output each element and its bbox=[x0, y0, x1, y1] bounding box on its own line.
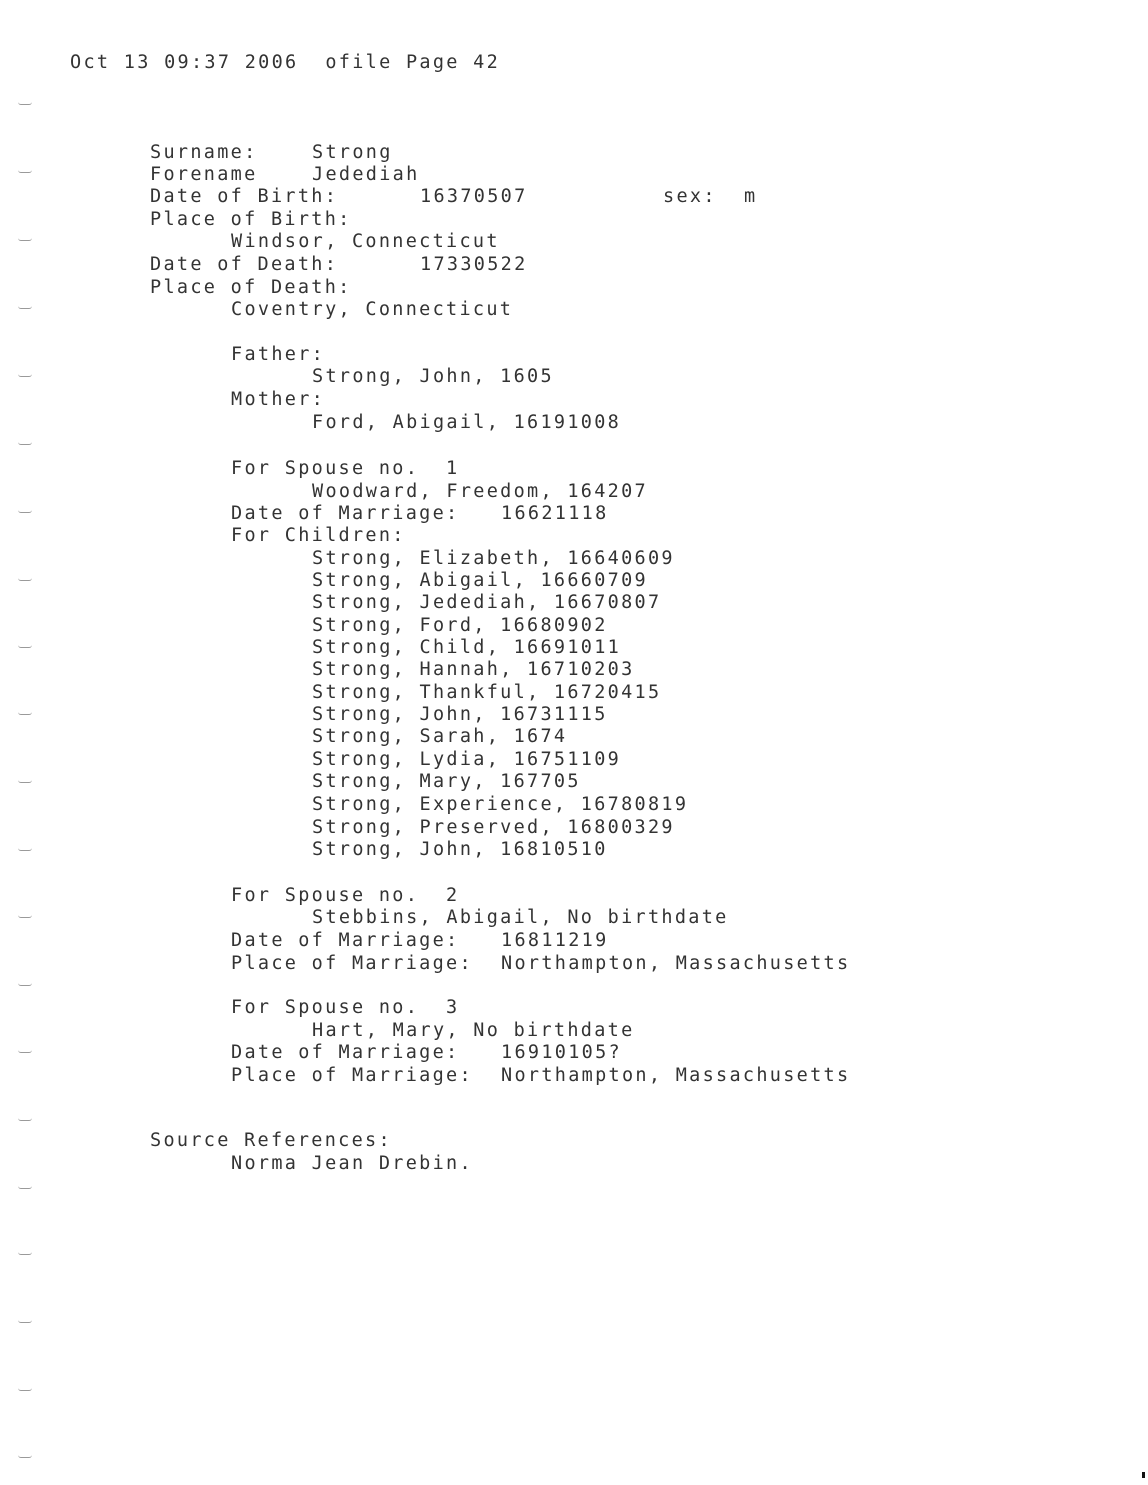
margin-mark bbox=[18, 510, 32, 513]
margin-mark bbox=[18, 915, 32, 918]
margin-mark bbox=[18, 170, 32, 173]
forename-value: Jedediah bbox=[312, 164, 420, 185]
margin-mark bbox=[18, 374, 32, 377]
spouse3-marriage-date: 16910105? bbox=[501, 1042, 622, 1063]
father-label: Father: bbox=[231, 344, 326, 365]
margin-mark bbox=[18, 1050, 32, 1053]
margin-mark bbox=[18, 578, 32, 581]
sex-label: sex: bbox=[663, 186, 717, 207]
pod-value: Coventry, Connecticut bbox=[231, 299, 514, 320]
pob-value: Windsor, Connecticut bbox=[231, 231, 500, 252]
margin-mark bbox=[18, 442, 32, 445]
dod-label: Date of Death: bbox=[150, 254, 339, 275]
child-entry: Strong, Sarah, 1674 bbox=[312, 726, 568, 747]
mother-value: Ford, Abigail, 16191008 bbox=[312, 412, 622, 433]
source-references-label: Source References: bbox=[150, 1130, 392, 1151]
child-entry: Strong, Abigail, 16660709 bbox=[312, 570, 648, 591]
child-entry: Strong, Ford, 16680902 bbox=[312, 615, 608, 636]
spouse2-marriage-date: 16811219 bbox=[501, 930, 609, 951]
father-value: Strong, John, 1605 bbox=[312, 366, 554, 387]
spouse3-place-label: Place of Marriage: bbox=[231, 1065, 473, 1086]
child-entry: Strong, Hannah, 16710203 bbox=[312, 659, 635, 680]
margin-mark bbox=[18, 102, 32, 105]
page-header: Oct 13 09:37 2006 ofile Page 42 bbox=[70, 52, 501, 73]
margin-mark bbox=[18, 1455, 32, 1458]
spouse2-label: For Spouse no. 2 bbox=[231, 885, 460, 906]
child-entry: Strong, Elizabeth, 16640609 bbox=[312, 548, 675, 569]
margin-mark bbox=[18, 1186, 32, 1189]
pod-label: Place of Death: bbox=[150, 277, 352, 298]
dob-value: 16370507 bbox=[420, 186, 528, 207]
spouse3-place: Northampton, Massachusetts bbox=[501, 1065, 851, 1086]
margin-mark bbox=[18, 780, 32, 783]
spouse3-label: For Spouse no. 3 bbox=[231, 997, 460, 1018]
margin-mark bbox=[18, 848, 32, 851]
child-entry: Strong, Experience, 16780819 bbox=[312, 794, 689, 815]
child-entry: Strong, Mary, 167705 bbox=[312, 771, 581, 792]
surname-value: Strong bbox=[312, 142, 393, 163]
dob-label: Date of Birth: bbox=[150, 186, 339, 207]
margin-mark bbox=[18, 1118, 32, 1121]
children-label: For Children: bbox=[231, 525, 406, 546]
child-entry: Strong, Thankful, 16720415 bbox=[312, 682, 662, 703]
spouse3-marriage-label: Date of Marriage: bbox=[231, 1042, 460, 1063]
forename-label: Forename bbox=[150, 164, 258, 185]
source-references-text: Norma Jean Drebin. bbox=[231, 1153, 473, 1174]
child-entry: Strong, Preserved, 16800329 bbox=[312, 817, 675, 838]
spouse1-name: Woodward, Freedom, 164207 bbox=[312, 481, 648, 502]
pob-label: Place of Birth: bbox=[150, 209, 352, 230]
spouse3-name: Hart, Mary, No birthdate bbox=[312, 1020, 635, 1041]
child-entry: Strong, Child, 16691011 bbox=[312, 637, 622, 658]
margin-mark bbox=[18, 1252, 32, 1255]
spouse1-marriage-date: 16621118 bbox=[501, 503, 609, 524]
child-entry: Strong, Lydia, 16751109 bbox=[312, 749, 622, 770]
margin-mark bbox=[18, 712, 32, 715]
margin-mark bbox=[18, 1388, 32, 1391]
spouse2-marriage-label: Date of Marriage: bbox=[231, 930, 460, 951]
dod-value: 17330522 bbox=[420, 254, 528, 275]
surname-label: Surname: bbox=[150, 142, 258, 163]
margin-mark bbox=[18, 645, 32, 648]
margin-mark bbox=[18, 983, 32, 986]
margin-mark bbox=[18, 1320, 32, 1323]
spouse1-marriage-label: Date of Marriage: bbox=[231, 503, 460, 524]
child-entry: Strong, John, 16731115 bbox=[312, 704, 608, 725]
child-entry: Strong, John, 16810510 bbox=[312, 839, 608, 860]
margin-mark bbox=[18, 306, 32, 309]
margin-mark bbox=[18, 238, 32, 241]
spouse1-label: For Spouse no. 1 bbox=[231, 458, 460, 479]
scan-speck bbox=[1142, 1472, 1145, 1478]
spouse2-place: Northampton, Massachusetts bbox=[501, 953, 851, 974]
spouse2-name: Stebbins, Abigail, No birthdate bbox=[312, 907, 729, 928]
spouse2-place-label: Place of Marriage: bbox=[231, 953, 473, 974]
sex-value: m bbox=[744, 186, 758, 207]
child-entry: Strong, Jedediah, 16670807 bbox=[312, 592, 662, 613]
mother-label: Mother: bbox=[231, 389, 326, 410]
